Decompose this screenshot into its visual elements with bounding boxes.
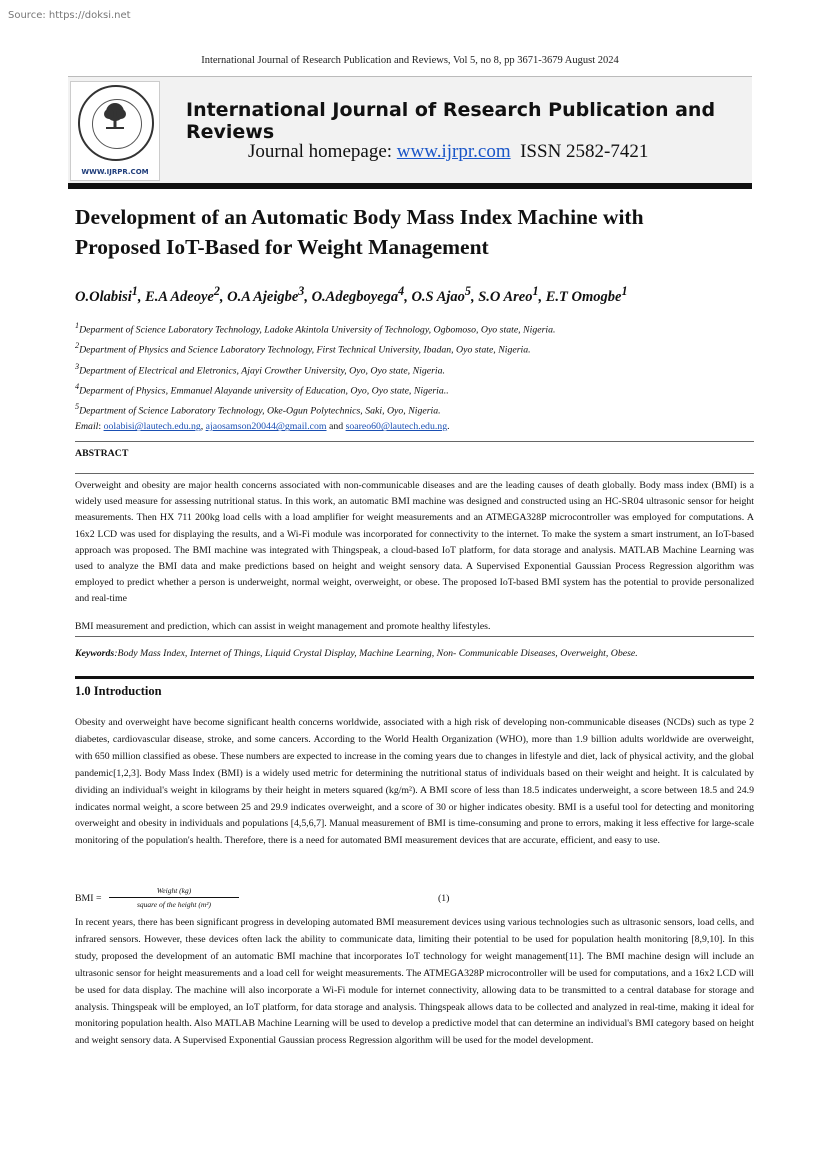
journal-homepage: [248, 141, 648, 163]
formula-numerator: Weight (kg): [109, 886, 239, 898]
affiliation: $^4$Deparment of Physics, Emmanuel Alayande university of Education, Oyo, Oyo state, Nigeria..: [75, 381, 449, 397]
journal-citation-header: International Journal of Research Publication and Reviews, Vol 5, no 8, pp 3671-3679 August 2024: [201, 55, 619, 66]
affiliation: $^3$Department of Electrical and Eletronics, Ajayi Crowther University, Oyo, Oyo state, Nigeria.: [75, 361, 445, 376]
homepage-link[interactable]: www.ijrpr.com: [396, 141, 511, 162]
logo-url-text: WWW.IJRPR.COM: [81, 168, 149, 176]
abstract-tail: BMI measurement and prediction, which can assist in weight management and promote healthy lifestyles.: [75, 621, 491, 632]
journal-title: International Journal of Research Publication and Reviews: [186, 99, 716, 143]
formula-denominator: square of the height (m²): [136, 900, 212, 909]
abstract-body: Overweight and obesity are major health concerns associated with non-communicable diseases and are the leading causes of death globally. Body mass index (BMI) is a widely used measure for assessing nutritional status. In this work, an automatic BMI machine was designed and constructed using an HC-SR04 ultrasonic sensor for height measurements. Then HX 711 200kg load cells with a load amplifier for weight measurements and an ATMEGA328P microcontroller was employed for computations. A 16x2 LCD was used for displaying the results, and a Wi-Fi module was incorporated for connectivity to the internet. To make the system a smart instrument, an IoT-based approach was proposed. The BMI machine was integrated with Thingspeak, a cloud-based IoT platform, for data storage and analysis. MATLAB Machine Learning was used to analyze the BMI data and make predictions based on height and weight sensory data. A Supervised Exponential Gaussian Process Regression algorithm was employed to predict whether a person is underweight, normal weight, overweight, or obese. The proposed IoT-based BMI system has the potential to provide personalized and real-time: [75, 480, 754, 605]
paragraph: Obesity and overweight have become significant health concerns worldwide, associated with a high risk of developing non-communicable diseases (NCDs) such as type 2 diabetes, cardiovascular disease, stroke, and some cancers. According to the World Health Organization (WHO), more than 1.9 billion adults worldwide are overweight, with 650 million classified as obese. These numbers are expected to increase in the coming years due to changes in lifestyle and diet, lack of physical activity, and the global pandemic[1,2,3]. Body Mass Index (BMI) is a widely used metric for determining the nutritional status of individuals based on their weight and height. It is calculated by dividing an individual's weight in kilograms by their height in meters squared (kg/m²). A BMI score of less than 18.5 indicates underweight, a score between 18.5 and 24.9 indicates normal weight, a score between 25 and 29.9 indicates overweight, and a score of 30 or higher indicates obesity. BMI is a useful tool for detecting and monitoring overweight and obesity in individuals and populations [4,5,6,7]. Manual measurement of BMI is time-consuming and prone to errors, making it less effective for large-scale monitoring of the population's health. Therefore, there is a need for automated BMI measurement devices that are accurate, efficient, and easy to use.: [75, 717, 754, 847]
paper-title-line2: Proposed IoT-Based for Weight Management: [75, 235, 489, 259]
keywords: [75, 648, 754, 659]
affiliation: $^2$Department of Physics and Science Laboratory Technology, First Technical University, Ibadan, Oyo state, Nigeria.: [75, 341, 531, 356]
journal-banner: [68, 77, 752, 183]
abstract-heading: ABSTRACT: [75, 448, 129, 459]
banner-divider: [68, 183, 752, 189]
paragraph: In recent years, there has been significant progress in developing automated BMI measurement devices using various technologies such as ultrasonic sensors, load cells, and infrared sensors. However, these devices often lack the ability to communicate data, limiting their potential to be used for population health monitoring [8,9,10]. In this study, proposed the development of an automatic BMI machine that incorporates IoT technology for weight management[11]. The BMI machine design will include an ultrasonic sensor for height measurements and a load cell for weight measurements. The ATMEGA328P microcontroller will be used for computations, and a 16x2 LCD will be used for data display. The machine will also incorporate a Wi-Fi module for internet connectivity, allowing data to be transmitted to a central database for storage and analysis. Thingspeak will be employed, an IoT platform, for data storage and analysis. Thingspeak allows data to be collected and analyzed in real-time, making it ideal for monitoring population health. Also MATLAB Machine Learning will be used to develop a predictive model that can determine an individual's BMI category based on height and weight sensory data. A Supervised Exponential Gaussian process Regression algorithm will be used for the model development.: [75, 917, 754, 1047]
equation-number: (1): [438, 893, 450, 904]
author: O.S Ajao: [411, 288, 465, 305]
affiliation: $^1$Deparment of Science Laboratory Technology, Ladoke Akintola University of Technology, Ogbomoso, Oyo state, Nigeria.: [75, 321, 556, 336]
paper-title: [75, 202, 751, 262]
tree-icon: [100, 101, 130, 131]
keywords-text: :Body Mass Index, Internet of Things, Liquid Crystal Display, Machine Learning, Non- Communicable Diseases, Overweight, Obese.: [114, 648, 638, 659]
email-link[interactable]: ajaosamson20044@gmail.com: [205, 421, 327, 433]
abstract-top-rule: [75, 441, 754, 442]
bmi-formula: [75, 888, 754, 914]
email-link[interactable]: oolabisi@lautech.edu.ng: [103, 421, 201, 433]
homepage-label: Journal homepage:: [248, 141, 393, 162]
source-label: Source: https://doksi.net: [8, 10, 131, 21]
author: S.O Areo: [478, 288, 533, 305]
author: E.A Adeoye: [145, 288, 214, 305]
author: E.T Omogbe: [545, 288, 622, 305]
affiliation: $^5$Department of Science Laboratory Technology, Oke-Ogun Polytechnics, Saki, Oyo, Nigeria.: [75, 402, 441, 417]
formula-lhs: BMI =: [75, 893, 102, 904]
abstract-heading-rule: [75, 473, 754, 474]
author: O.Olabisi: [75, 288, 132, 305]
email-link[interactable]: soareo60@lautech.edu.ng: [345, 421, 448, 433]
seal-icon: [78, 85, 154, 161]
author-list: O.Olabisi$^1$, E.A Adeoye$^2$, O.A Ajeigbe$^3$, O.Adegboyega$^4$, O.S Ajao$^5$, S.O Areo$^1$, E.T Omogbe$^1$: [75, 284, 628, 305]
email-line: Email: oolabisi@lautech.edu.ng, ajaosamson20044@gmail.com and soareo60@lautech.edu.ng.: [75, 421, 450, 433]
keywords-label: Keywords: [75, 648, 115, 659]
section-divider: [75, 676, 754, 679]
keywords-rule: [75, 636, 754, 637]
email-label: Email: [75, 421, 99, 433]
author: O.Adegboyega: [311, 288, 399, 305]
formula-fraction: [109, 886, 239, 909]
paper-title-line1: Development of an Automatic Body Mass Index Machine with: [75, 205, 644, 229]
issn-label: ISSN 2582-7421: [520, 141, 649, 162]
journal-logo: [70, 81, 160, 181]
author: O.A Ajeigbe: [227, 288, 299, 305]
affiliation-list: [75, 318, 755, 435]
section-heading: 1.0 Introduction: [75, 684, 162, 698]
